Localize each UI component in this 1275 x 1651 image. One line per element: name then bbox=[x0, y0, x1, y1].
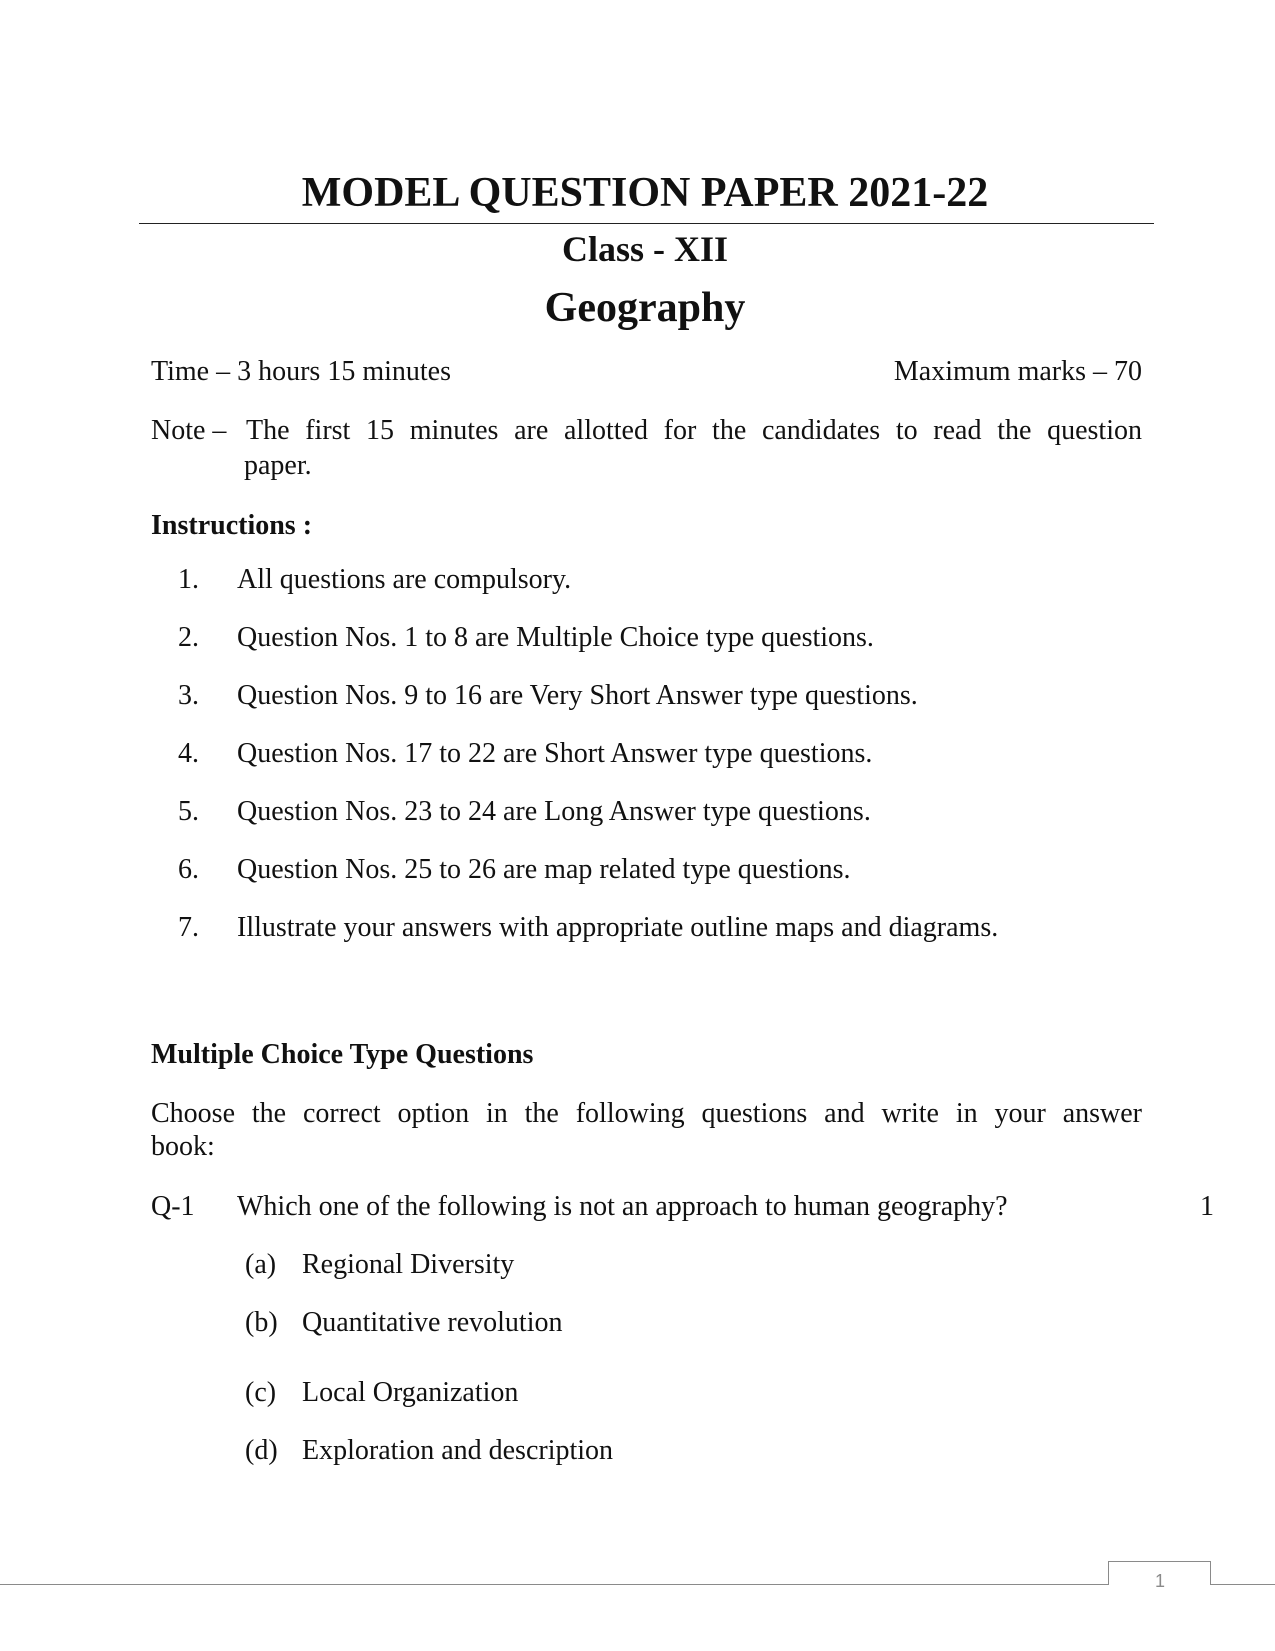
note-label: Note – bbox=[151, 415, 227, 446]
instruction-number: 7. bbox=[178, 912, 199, 943]
option-text: Quantitative revolution bbox=[302, 1307, 563, 1338]
instruction-text: Question Nos. 23 to 24 are Long Answer type questions. bbox=[237, 796, 871, 827]
note-text-line-2: paper. bbox=[244, 450, 312, 481]
option-text: Local Organization bbox=[302, 1377, 519, 1408]
instruction-text: Question Nos. 17 to 22 are Short Answer type questions. bbox=[237, 738, 873, 769]
option-letter: (d) bbox=[245, 1435, 278, 1466]
instruction-number: 4. bbox=[178, 738, 199, 769]
question-number: Q-1 bbox=[151, 1191, 195, 1222]
instructions-heading: Instructions : bbox=[151, 510, 313, 541]
paper-title: MODEL QUESTION PAPER 2021-22 bbox=[301, 170, 989, 216]
option-letter: (c) bbox=[245, 1377, 277, 1408]
instruction-text: All questions are compulsory. bbox=[237, 564, 572, 595]
question-marks: 1 bbox=[1200, 1191, 1214, 1222]
instruction-number: 6. bbox=[178, 854, 199, 885]
note-text-line-1: The first 15 minutes are allotted for the candidates to read the question bbox=[246, 415, 1142, 446]
title-underline bbox=[139, 223, 1154, 224]
instruction-number: 2. bbox=[178, 622, 199, 653]
mcq-section-heading: Multiple Choice Type Questions bbox=[151, 1039, 534, 1070]
option-letter: (a) bbox=[245, 1249, 277, 1280]
instruction-text: Illustrate your answers with appropriate outline maps and diagrams. bbox=[237, 912, 999, 943]
subject-title: Geography bbox=[544, 285, 746, 331]
question-text: Which one of the following is not an approach to human geography? bbox=[237, 1191, 1008, 1222]
instruction-number: 3. bbox=[178, 680, 199, 711]
footer-rule bbox=[0, 1584, 1275, 1585]
class-label: Class - XII bbox=[561, 229, 729, 269]
maximum-marks: Maximum marks – 70 bbox=[893, 356, 1142, 387]
option-text: Regional Diversity bbox=[302, 1249, 515, 1280]
mcq-direction-line-1: Choose the correct option in the following questions and write in your answer bbox=[151, 1098, 1142, 1129]
mcq-direction-line-2: book: bbox=[151, 1131, 215, 1162]
instruction-text: Question Nos. 1 to 8 are Multiple Choice type questions. bbox=[237, 622, 874, 653]
option-text: Exploration and description bbox=[302, 1435, 614, 1466]
instruction-text: Question Nos. 9 to 16 are Very Short Answer type questions. bbox=[237, 680, 918, 711]
instruction-number: 1. bbox=[178, 564, 199, 595]
option-letter: (b) bbox=[245, 1307, 278, 1338]
instruction-text: Question Nos. 25 to 26 are map related type questions. bbox=[237, 854, 851, 885]
page-number: 1 bbox=[1154, 1571, 1165, 1591]
instruction-number: 5. bbox=[178, 796, 199, 827]
time-allowed: Time – 3 hours 15 minutes bbox=[151, 356, 451, 387]
